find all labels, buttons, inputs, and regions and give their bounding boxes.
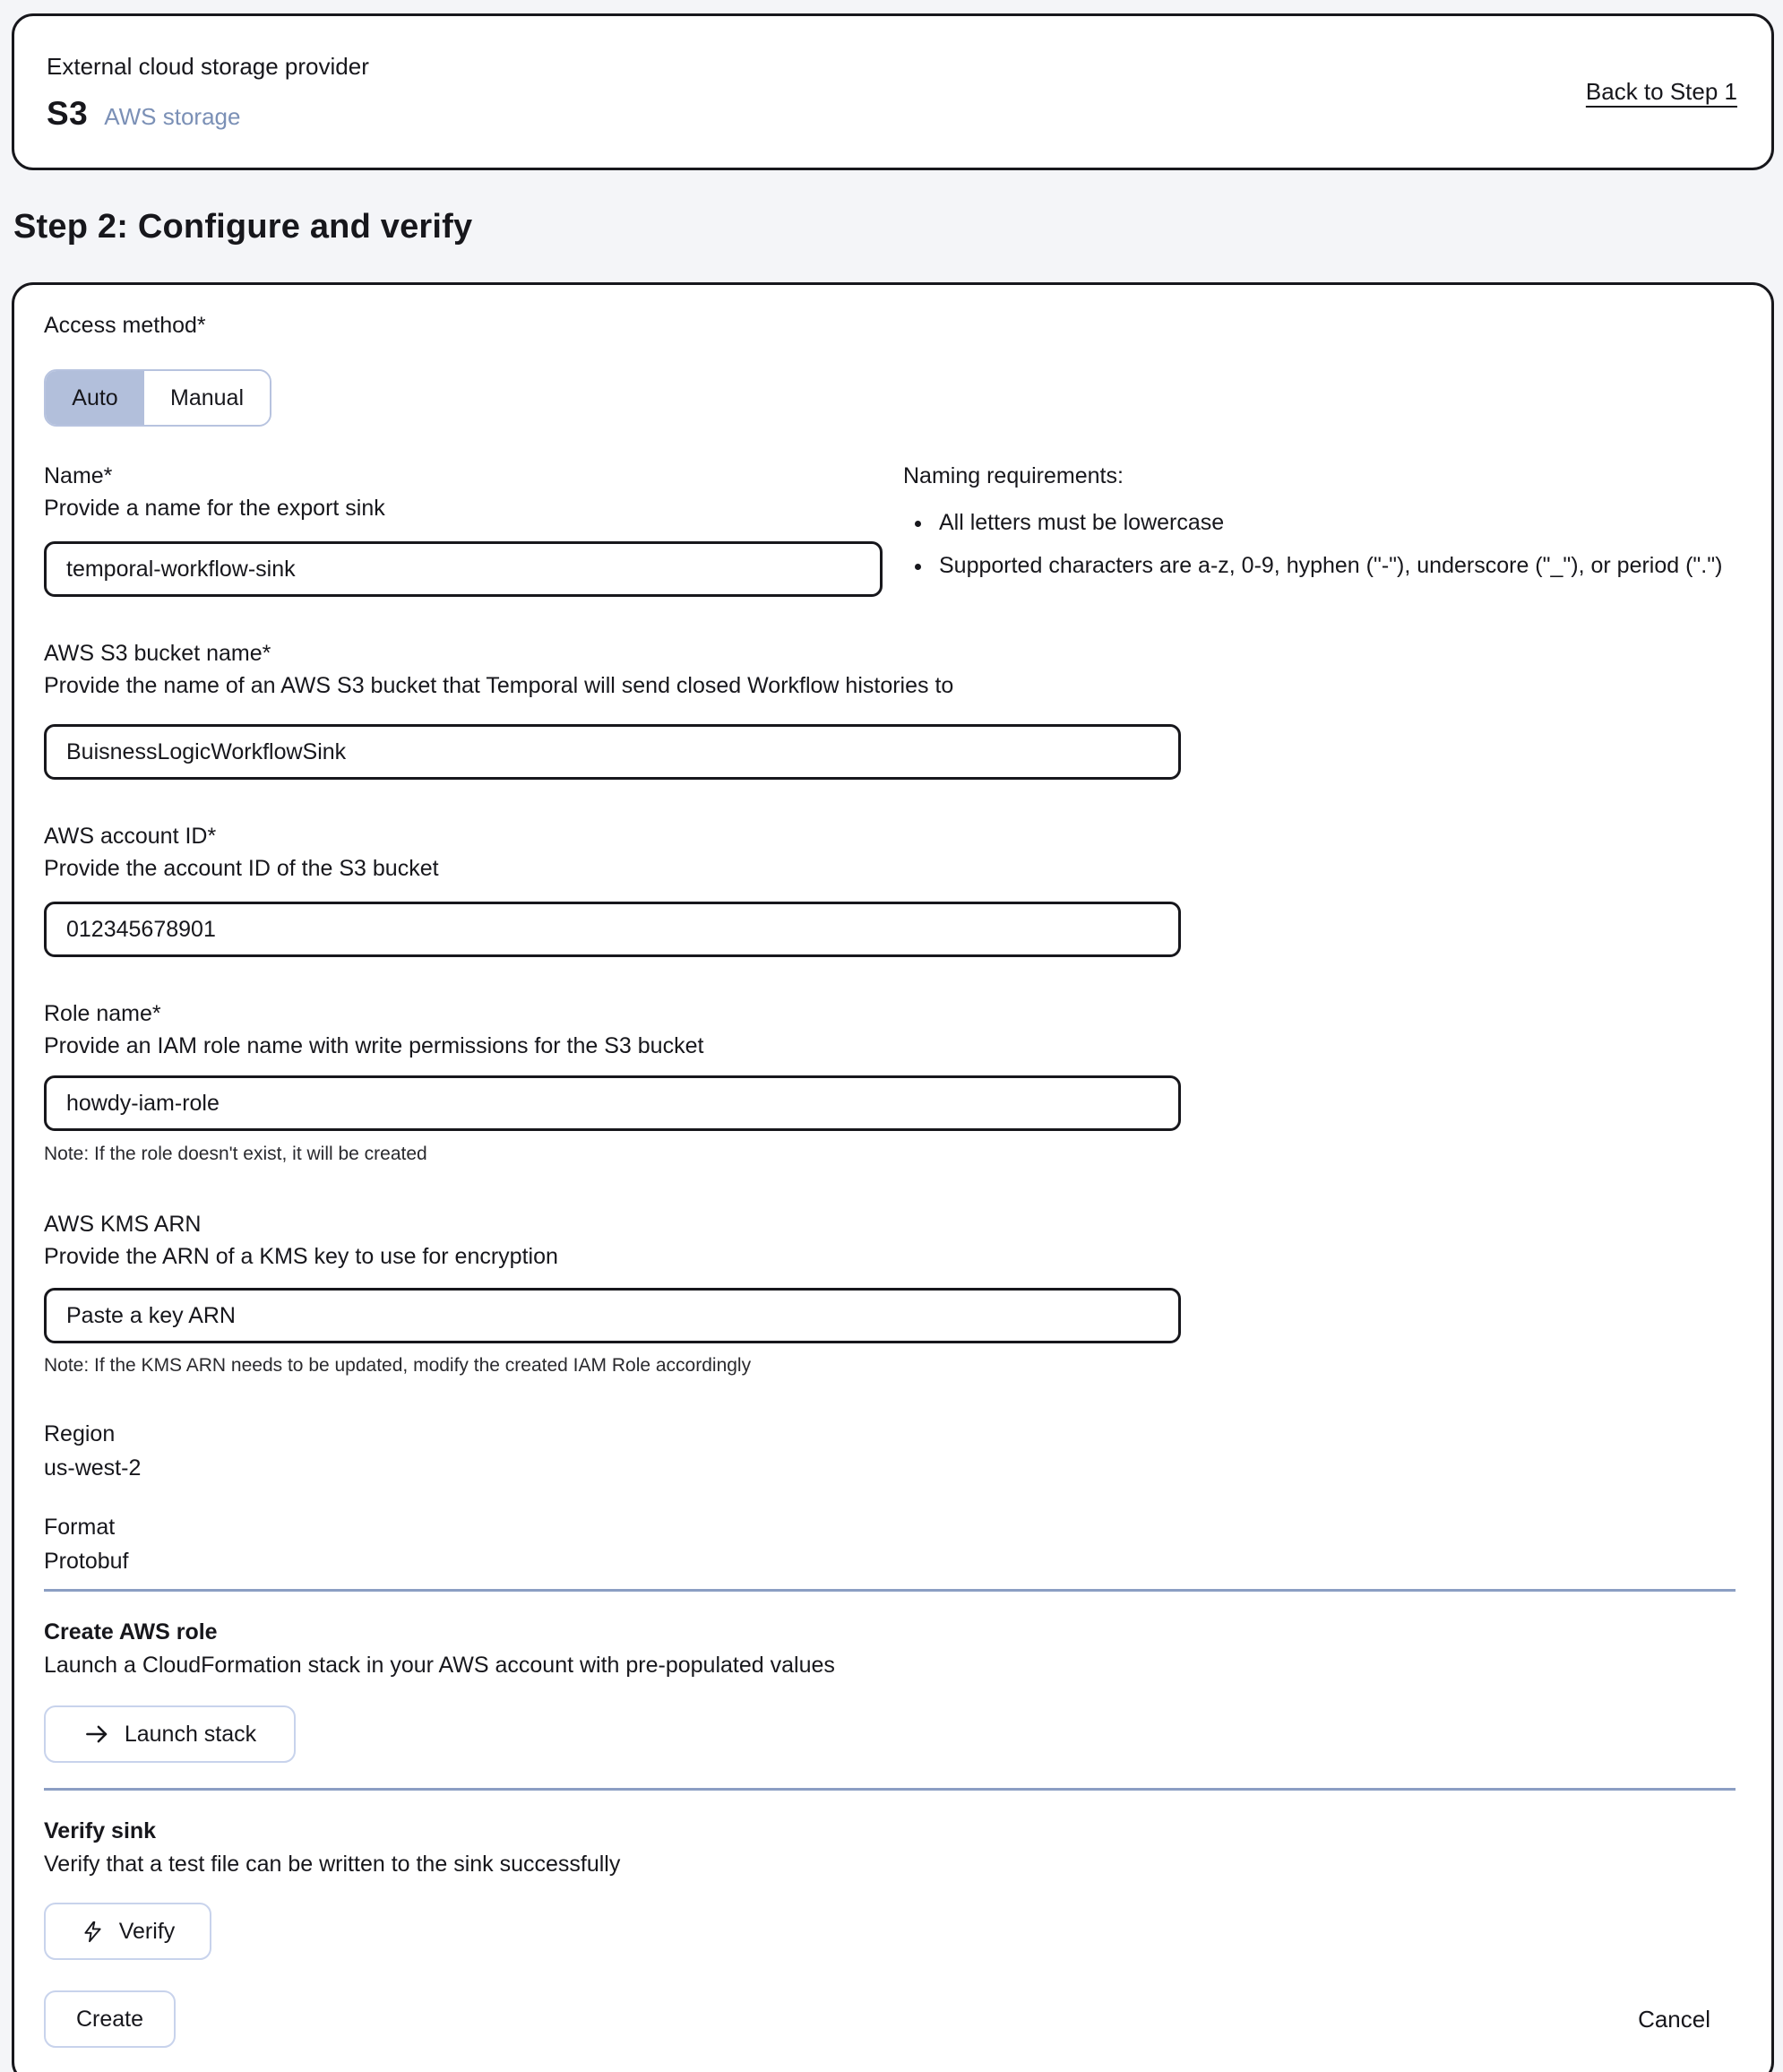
provider-card-label: External cloud storage provider (47, 52, 369, 80)
section-divider (44, 1788, 1736, 1791)
role-name-label: Role name* (44, 1001, 161, 1026)
format-label: Format (44, 1515, 116, 1540)
role-name-description: Provide an IAM role name with write permissions for the S3 bucket (44, 1033, 704, 1058)
access-method-option-auto[interactable]: Auto (46, 371, 144, 425)
verify-sink-title: Verify sink (44, 1818, 157, 1843)
create-role-description: Launch a CloudFormation stack in your AWS account with pre-populated values (44, 1653, 835, 1678)
verify-button-label: Verify (118, 1918, 176, 1944)
region-value: us-west-2 (44, 1455, 142, 1481)
name-label: Name* (44, 463, 113, 488)
launch-stack-button[interactable] (44, 1705, 296, 1763)
name-description: Provide a name for the export sink (44, 496, 385, 521)
naming-requirements-title: Naming requirements: (903, 463, 1124, 488)
role-name-input[interactable] (44, 1075, 1181, 1131)
account-id-description: Provide the account ID of the S3 bucket (44, 856, 439, 881)
naming-requirement-item: • Supported characters are a-z, 0-9, hyphen ("-"), underscore ("_"), or period (".") (934, 548, 1736, 583)
create-role-title: Create AWS role (44, 1619, 218, 1645)
bucket-name-label: AWS S3 bucket name* (44, 641, 271, 666)
kms-arn-input[interactable] (44, 1288, 1181, 1343)
kms-arn-label: AWS KMS ARN (44, 1212, 202, 1237)
role-name-note: Note: If the role doesn't exist, it will be created (44, 1144, 427, 1164)
verify-sink-description: Verify that a test file can be written to the sink successfully (44, 1852, 621, 1877)
name-input[interactable] (44, 541, 883, 597)
bucket-name-input[interactable] (44, 724, 1181, 780)
region-label: Region (44, 1421, 116, 1446)
access-method-label: Access method* (44, 313, 206, 338)
section-divider (44, 1589, 1736, 1592)
step-heading: Step 2: Configure and verify (13, 208, 473, 246)
naming-requirements (903, 462, 1736, 597)
kms-arn-note: Note: If the KMS ARN needs to be updated, modify the created IAM Role accordingly (44, 1355, 752, 1376)
cancel-link[interactable]: Cancel (1638, 2005, 1710, 2033)
account-id-input[interactable] (44, 902, 1181, 957)
provider-info (47, 52, 369, 133)
create-button[interactable] (44, 1990, 176, 2048)
account-id-label: AWS account ID* (44, 824, 217, 849)
launch-stack-button-label: Launch stack (124, 1721, 257, 1747)
format-value: Protobuf (44, 1549, 129, 1574)
arrow-right-icon (83, 1721, 110, 1748)
create-button-label: Create (76, 2006, 144, 2032)
provider-subtitle: AWS storage (104, 102, 241, 130)
provider-name: S3 (47, 94, 89, 132)
verify-button[interactable] (44, 1903, 211, 1960)
naming-requirement-item: • All letters must be lowercase (934, 505, 1736, 540)
lightning-bolt-icon (81, 1920, 105, 1944)
back-to-step1-link[interactable]: Back to Step 1 (1585, 78, 1737, 105)
kms-arn-description: Provide the ARN of a KMS key to use for encryption (44, 1244, 558, 1269)
access-method-toggle (44, 369, 271, 427)
naming-requirements-list (934, 505, 1736, 583)
bucket-name-description: Provide the name of an AWS S3 bucket that Temporal will send closed Workflow histories to (44, 673, 954, 698)
configure-form-card (12, 282, 1774, 2072)
access-method-option-manual[interactable]: Manual (144, 371, 270, 425)
provider-summary-card (12, 13, 1774, 170)
